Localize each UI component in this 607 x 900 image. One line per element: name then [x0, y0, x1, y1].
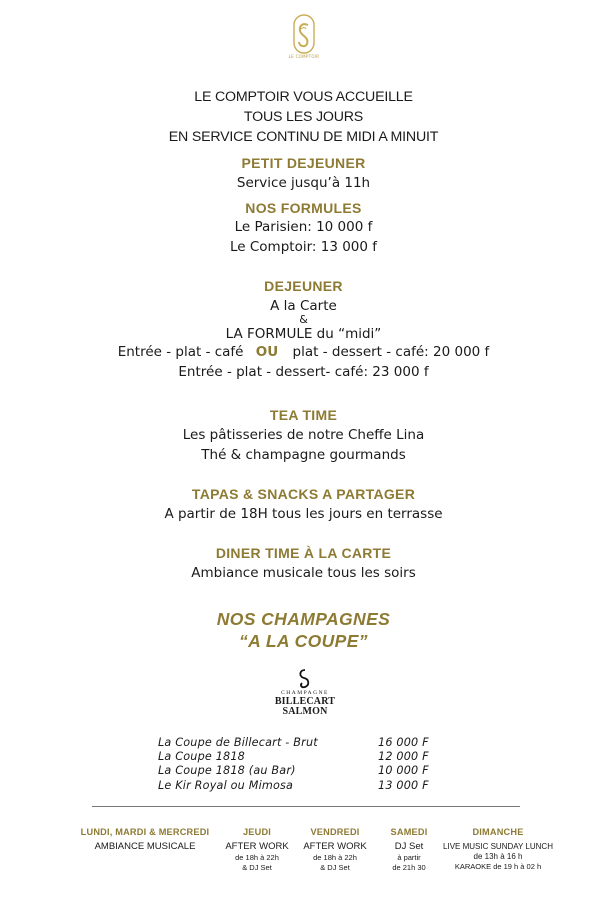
section-line: A la Carte [270, 298, 337, 314]
schedule-jeudi [222, 826, 292, 873]
schedule-line2: de 18h à 22h [313, 853, 357, 862]
schedule-line1: AFTER WORK [225, 841, 289, 852]
price-item-value: 16 000 F [378, 736, 429, 749]
restaurant-logo [280, 14, 328, 76]
section-line: A partir de 18H tous les jours en terrasse [164, 506, 443, 522]
champagnes-line: “A LA COUPE” [239, 631, 368, 651]
champagne-price-list [158, 736, 438, 793]
schedule-line3: de 21h 30 [392, 863, 426, 872]
price-item-value: 13 000 F [378, 778, 429, 792]
price-row [158, 750, 438, 764]
champagnes-line: NOS CHAMPAGNES [216, 609, 391, 629]
schedule-line3: & DJ Set [320, 863, 350, 872]
section-title: DINER TIME À LA CARTE [215, 545, 392, 561]
schedule-line1: AFTER WORK [303, 841, 367, 852]
schedule-line2: de 18h à 22h [235, 853, 279, 862]
schedule-line1: AMBIANCE MUSICALE [94, 841, 196, 852]
section-line: Ambiance musicale tous les soirs [191, 565, 416, 581]
brand-name-2: SALMON [282, 706, 328, 717]
section-title: TAPAS & SNACKS A PARTAGER [191, 486, 416, 502]
section-petit-dejeuner [0, 154, 607, 194]
intro-text [0, 88, 607, 147]
price-item-name: Le Kir Royal ou Mimosa [158, 778, 294, 792]
logo-emblem-icon [293, 14, 315, 54]
schedule-lundi-mercredi [70, 826, 220, 853]
billecart-salmon-logo [265, 668, 345, 717]
section-title: PETIT DEJEUNER [241, 155, 366, 171]
section-formules [0, 199, 607, 257]
section-dejeuner [0, 277, 607, 382]
choice-left: Entrée - plat - café [117, 344, 244, 360]
divider [92, 806, 520, 807]
section-line: Thé & champagne gourmands [201, 446, 406, 463]
formule-choice-line [0, 343, 607, 363]
section-title: NOS FORMULES [245, 200, 362, 216]
section-tapas [0, 485, 607, 525]
section-line: Service jusqu’à 11h [236, 175, 371, 191]
section-diner [0, 544, 607, 584]
schedule-vendredi [298, 826, 372, 873]
price-row [158, 764, 438, 778]
price-item-name: La Coupe de Billecart - Brut [158, 736, 318, 749]
price-item-value: 12 000 F [378, 750, 429, 764]
schedule-line1: LIVE MUSIC SUNDAY LUNCH [443, 842, 553, 851]
section-title: TEA TIME [269, 407, 338, 423]
price-row [158, 779, 438, 793]
schedule-day: DIMANCHE [472, 827, 524, 837]
intro-line: TOUS LES JOURS [243, 108, 364, 125]
price-item-value: 10 000 F [378, 764, 429, 778]
schedule-line2: à partir [397, 853, 421, 862]
schedule-line3: KARAOKE de 19 h à 02 h [454, 862, 542, 871]
section-title: DEJEUNER [264, 278, 343, 294]
section-line: Le Comptoir: 13 000 f [229, 238, 378, 255]
schedule-day: LUNDI, MARDI & MERCREDI [80, 827, 210, 837]
intro-line: LE COMPTOIR VOUS ACCUEILLE [194, 89, 413, 105]
choice-ou: OU [255, 344, 279, 360]
section-line: Le Parisien: 10 000 f [234, 219, 373, 235]
price-item-name: La Coupe 1818 (au Bar) [158, 764, 296, 778]
schedule-dimanche [438, 826, 558, 872]
section-line: LA FORMULE du “midi” [225, 326, 382, 342]
schedule-day: VENDREDI [310, 827, 360, 837]
brand-small: CHAMPAGNE [281, 690, 329, 696]
intro-line: EN SERVICE CONTINU DE MIDI A MINUIT [168, 128, 439, 145]
schedule-line3: & DJ Set [242, 863, 272, 872]
billecart-emblem-icon [296, 668, 314, 690]
schedule-line2: de 13h à 16 h [473, 852, 523, 861]
schedule-day: SAMEDI [390, 827, 428, 837]
champagnes-heading [0, 608, 607, 652]
price-item-name: La Coupe 1818 [158, 750, 246, 764]
section-line: Les pâtisseries de notre Cheffe Lina [182, 427, 425, 443]
brand-name-1: BILLECART [274, 696, 336, 707]
section-tea-time [0, 406, 607, 465]
section-line: & [299, 313, 308, 326]
schedule-day: JEUDI [242, 827, 272, 837]
choice-right: plat - dessert - café: 20 000 f [292, 344, 490, 360]
logo-caption: LE COMPTOIR [288, 54, 320, 59]
price-row [158, 736, 438, 750]
schedule-line1: DJ Set [394, 841, 424, 852]
schedule-samedi [378, 826, 440, 873]
section-line: Entrée - plat - dessert- café: 23 000 f [178, 363, 429, 380]
